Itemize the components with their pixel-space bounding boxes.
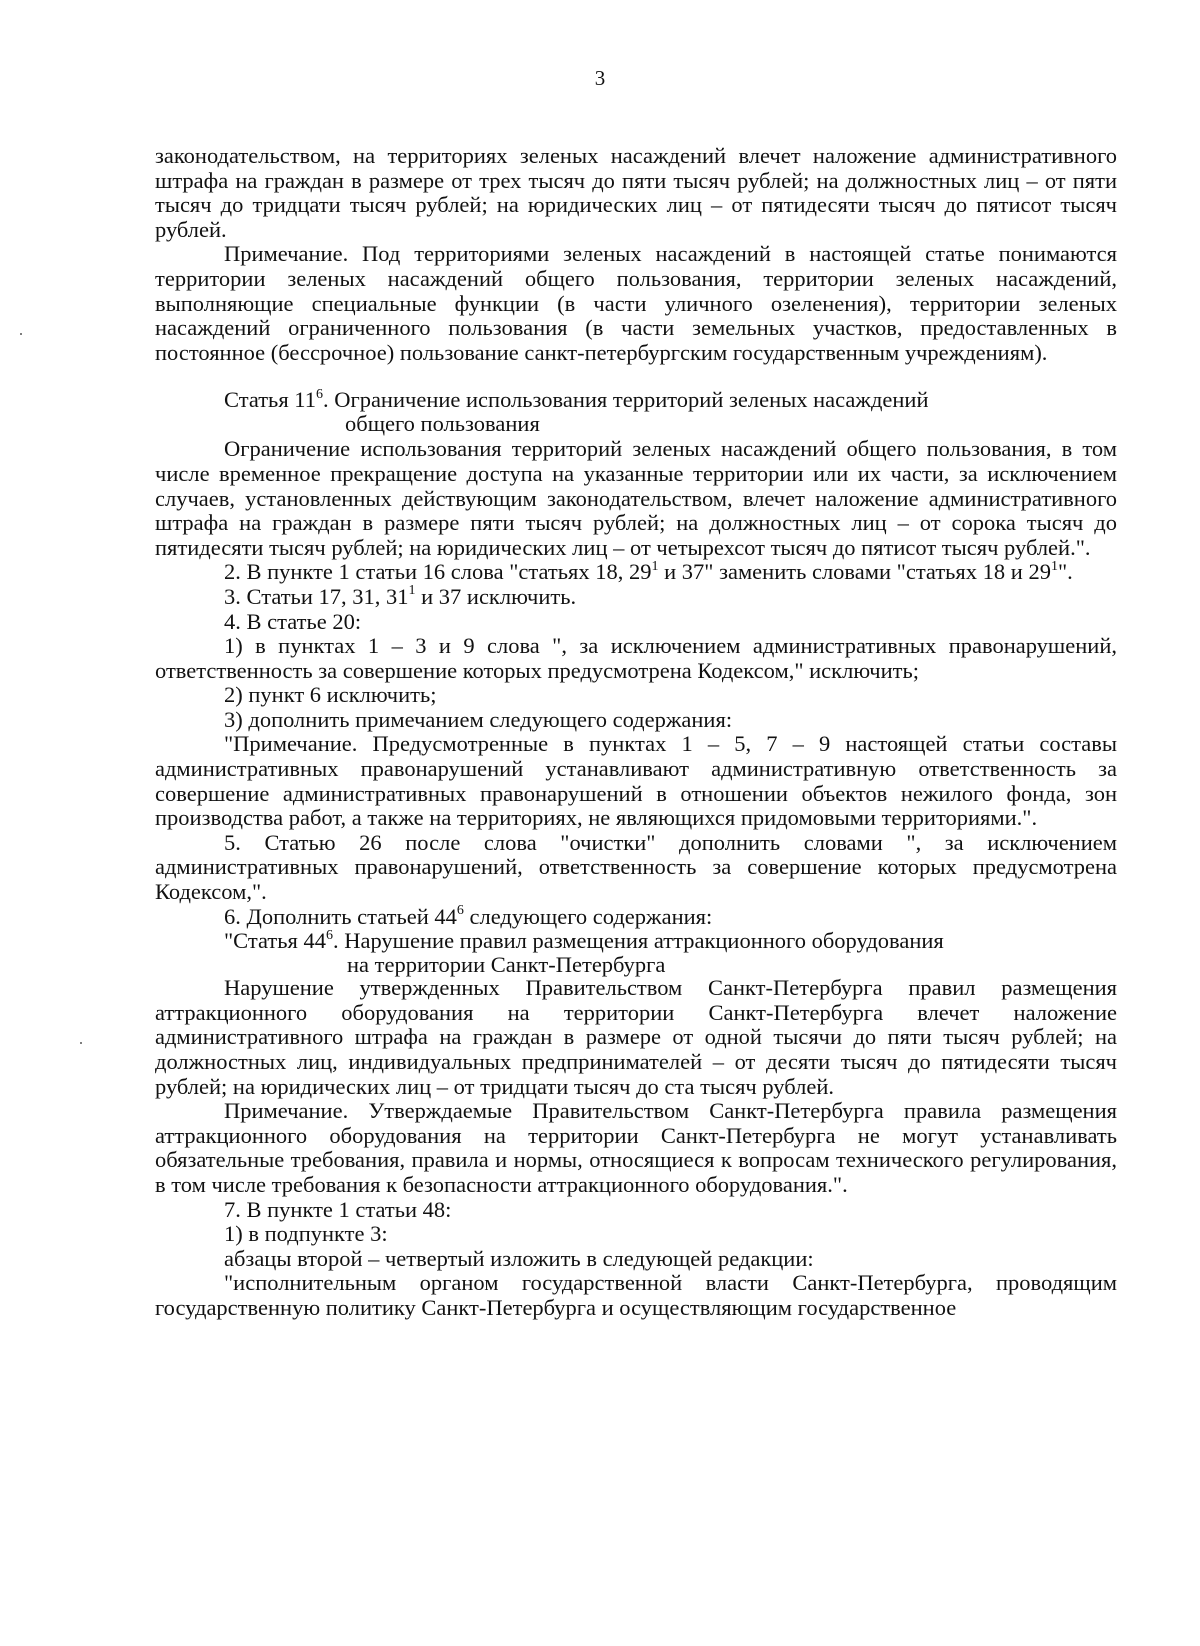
- paragraph-item: 4. В статье 20:: [224, 608, 362, 634]
- article-heading-text: Статья 11: [224, 387, 316, 413]
- superscript: 1: [651, 558, 659, 574]
- paragraph-item: 5. Статью 26 после слова "очистки" дополнить словами ", за исключением административных правонарушений, ответственность за совершение которых предусмотрена Кодексом,".: [155, 829, 1117, 905]
- article-heading: [224, 929, 1117, 976]
- text-run: и 37 исключить.: [415, 583, 577, 609]
- paragraph-quote: "исполнительным органом государственной власти Санкт-Петербурга, проводящим государственную политику Санкт-Петербурга и осуществляющим государственное: [155, 1270, 1117, 1320]
- paragraph: Ограничение использования территорий зеленых насаждений общего пользования, в том числе временное прекращение доступа на указанные территории или их части, за исключением случаев, установленных действующим законодательством, влечет наложение административного штрафа на граждан в размере пяти тысяч рублей; на должностных лиц – от сорока тысяч до пятидесяти тысяч рублей; на юридических лиц – от четырехсот тысяч до пятисот тысяч рублей.".: [155, 436, 1117, 560]
- scan-speck: [20, 333, 22, 335]
- page-number: 3: [594, 66, 606, 90]
- paragraph-item: [155, 560, 1117, 585]
- article-heading-line2: на территории Санкт-Петербурга: [347, 951, 666, 977]
- text-run: следующего содержания:: [463, 903, 713, 929]
- superscript: 1: [408, 583, 416, 599]
- document-body: [155, 144, 1117, 1321]
- superscript: 6: [325, 927, 333, 943]
- scan-speck: [80, 1042, 82, 1044]
- text-run: 3. Статьи 17, 31, 31: [224, 583, 409, 609]
- paragraph-item: 1) в пунктах 1 – 3 и 9 слова ", за исключением административных правонарушений, ответственность за совершение которых предусмотрена Кодексом," исключить;: [155, 633, 1117, 683]
- text-run: 2. В пункте 1 статьи 16 слова "статьях 18, 29: [224, 559, 652, 585]
- paragraph-item: 1) в подпункте 3:: [224, 1221, 388, 1247]
- text-run: ".: [1057, 559, 1073, 585]
- paragraph-item: [155, 585, 1117, 610]
- superscript: 1: [1050, 558, 1058, 574]
- text-run: и 37" заменить словами "статьях 18 и 29: [658, 559, 1051, 585]
- text-run: 6. Дополнить статьей 44: [224, 903, 457, 929]
- article-heading-text: . Ограничение использования территорий зеленых насаждений: [322, 387, 929, 413]
- paragraph-note: Примечание. Утверждаемые Правительством Санкт-Петербурга правила размещения аттракционного оборудования на территории Санкт-Петербурга не могут устанавливать обязательные требования, правила и нормы, относящиеся к вопросам технического регулирования, в том числе требования к безопасности аттракционного оборудования.".: [155, 1098, 1117, 1197]
- paragraph: Нарушение утвержденных Правительством Санкт-Петербурга правил размещения аттракционного оборудования на территории Санкт-Петербурга влечет наложение административного штрафа на граждан в размере от одной тысячи до пяти тысяч рублей; на должностных лиц, индивидуальных предпринимателей – от десяти тысяч до пятидесяти тысяч рублей; на юридических лиц – от тридцати тысяч до ста тысяч рублей.: [155, 975, 1117, 1099]
- article-heading-text: "Статья 44: [224, 928, 326, 954]
- superscript: 6: [456, 903, 464, 919]
- article-heading-line2: общего пользования: [345, 410, 540, 436]
- paragraph-item: [155, 905, 1117, 930]
- paragraph-item: абзацы второй – четвертый изложить в следующей редакции:: [224, 1245, 814, 1271]
- paragraph: законодательством, на территориях зеленых насаждений влечет наложение административного штрафа на граждан в размере от трех тысяч до пяти тысяч рублей; на должностных лиц – от пяти тысяч до тридцати тысяч рублей; на юридических лиц – от пятидесяти тысяч до пятисот тысяч рублей.: [155, 143, 1117, 242]
- paragraph-item: 2) пункт 6 исключить;: [224, 682, 437, 708]
- paragraph-item: 3) дополнить примечанием следующего содержания:: [224, 706, 733, 732]
- paragraph-item: 7. В пункте 1 статьи 48:: [224, 1196, 452, 1222]
- article-heading-text: . Нарушение правил размещения аттракционного оборудования: [332, 928, 944, 954]
- article-heading: [224, 388, 1117, 435]
- superscript: 6: [315, 386, 323, 402]
- paragraph-note: Примечание. Под территориями зеленых насаждений в настоящей статье понимаются территории зеленых насаждений общего пользования, территории зеленых насаждений, выполняющие специальные функции (в части уличного озеленения), территории зеленых насаждений ограниченного пользования (в части земельных участков, предоставленных в постоянное (бессрочное) пользование санкт-петербургским государственным учреждениям).: [155, 241, 1117, 365]
- paragraph-quote: "Примечание. Предусмотренные в пунктах 1 – 5, 7 – 9 настоящей статьи составы административных правонарушений устанавливают административную ответственность за совершение административных правонарушений в отношении объектов нежилого фонда, зон производства работ, а также на территориях, не являющихся придомовыми территориями.".: [155, 731, 1117, 831]
